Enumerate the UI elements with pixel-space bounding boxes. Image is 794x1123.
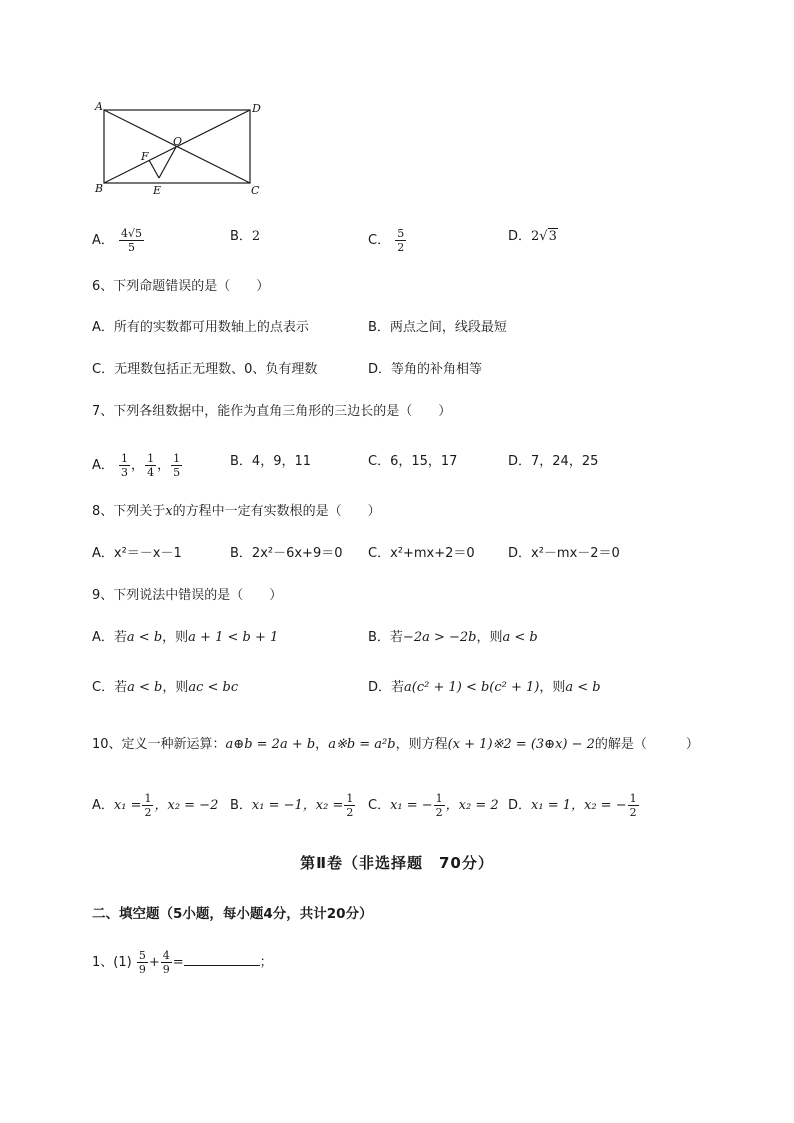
label-point-b: B <box>95 182 104 195</box>
fraction: $\frac{1}{2}$ <box>435 792 443 819</box>
fraction: $\frac{4√5}{5}$ <box>121 227 143 254</box>
q9-option-a: A．若a < b，则a + 1 < b + 1 <box>92 630 279 645</box>
q5-option-b: B．2 <box>230 229 261 244</box>
q9-stem: 9、下列说法中错误的是（ ） <box>92 588 283 603</box>
fraction: $\frac{1}{2}$ <box>144 792 152 819</box>
q8-option-b: B．2x²－6x+9＝0 <box>230 546 343 561</box>
fraction: $\frac{5}{9}$ <box>138 949 146 976</box>
fraction: $\frac{1}{2}$ <box>346 792 354 819</box>
label-point-a: A <box>95 100 103 113</box>
fraction: $\frac{5}{2}$ <box>397 227 405 254</box>
fraction: $\frac{1}{5}$ <box>173 452 181 479</box>
q6-option-d: D．等角的补角相等 <box>368 362 483 377</box>
q10-option-c: C．x₁ = − $\frac{1}{2}$ ，x₂ = 2 <box>368 792 499 819</box>
q9-option-d: D．若a(c² + 1) < b(c² + 1)，则a < b <box>368 680 601 695</box>
q7-option-b: B．4，9，11 <box>230 454 312 469</box>
label-point-f: F <box>141 150 149 163</box>
q7-option-c: C．6，15，17 <box>368 454 458 469</box>
q8-option-d: D．x²－mx－2＝0 <box>508 546 620 561</box>
q10-option-d: D．x₁ = 1，x₂ = − $\frac{1}{2}$ <box>508 792 637 819</box>
fill-question-1: 1、(1) $\frac{5}{9}$ + $\frac{4}{9}$ = ； <box>92 949 273 976</box>
q9-option-b: B．若−2a > −2b，则a < b <box>368 630 538 645</box>
label-point-o: O <box>173 135 183 148</box>
rectangle-geometry-figure <box>92 98 272 202</box>
label-point-e: E <box>153 184 162 197</box>
part2-title: 第Ⅱ卷（非选择题 70分） <box>300 854 494 872</box>
q10-stem: 10、定义一种新运算：a⊕b = 2a + b，a※b = a²b，则方程(x + 1)※2 = (3⊕x) − 2的解是（ ） <box>92 737 699 752</box>
q5-option-d: D．2√3 <box>508 229 557 244</box>
q5-option-a: A． $\frac{4√5}{5}$ <box>92 227 143 254</box>
q6-option-a: A．所有的实数都可用数轴上的点表示 <box>92 320 309 335</box>
q7-option-d: D．7，24，25 <box>508 454 599 469</box>
q6-option-c: C．无理数包括正无理数、0、负有理数 <box>92 362 318 377</box>
fraction: $\frac{1}{4}$ <box>147 452 155 479</box>
q7-option-a: A． $\frac{1}{3}$ ， $\frac{1}{4}$ ， $\frac{1}{5}$ <box>92 452 181 479</box>
q10-option-b: B．x₁ = −1，x₂ = $\frac{1}{2}$ <box>230 792 354 819</box>
q8-stem: 8、下列关于x的方程中一定有实数根的是（ ） <box>92 504 381 519</box>
answer-blank[interactable] <box>184 953 260 966</box>
fill-blank-section-title: 二、填空题（5小题，每小题4分，共计20分） <box>92 906 373 922</box>
fraction: $\frac{1}{2}$ <box>629 792 637 819</box>
q7-stem: 7、下列各组数据中，能作为直角三角形的三边长的是（ ） <box>92 404 452 419</box>
q5-option-c: C． $\frac{5}{2}$ <box>368 227 405 254</box>
q9-option-c: C．若a < b，则ac < bc <box>92 680 239 695</box>
q8-option-c: C．x²+mx+2＝0 <box>368 546 475 561</box>
fraction: $\frac{4}{9}$ <box>162 949 170 976</box>
q6-stem: 6、下列命题错误的是（ ） <box>92 279 270 294</box>
label-point-c: C <box>251 184 260 197</box>
q10-option-a: A．x₁ = $\frac{1}{2}$ ，x₂ = −2 <box>92 792 219 819</box>
label-point-d: D <box>252 102 261 115</box>
q8-option-a: A．x²＝－x－1 <box>92 546 182 561</box>
q6-option-b: B．两点之间，线段最短 <box>368 320 507 335</box>
fraction: $\frac{1}{3}$ <box>121 452 129 479</box>
